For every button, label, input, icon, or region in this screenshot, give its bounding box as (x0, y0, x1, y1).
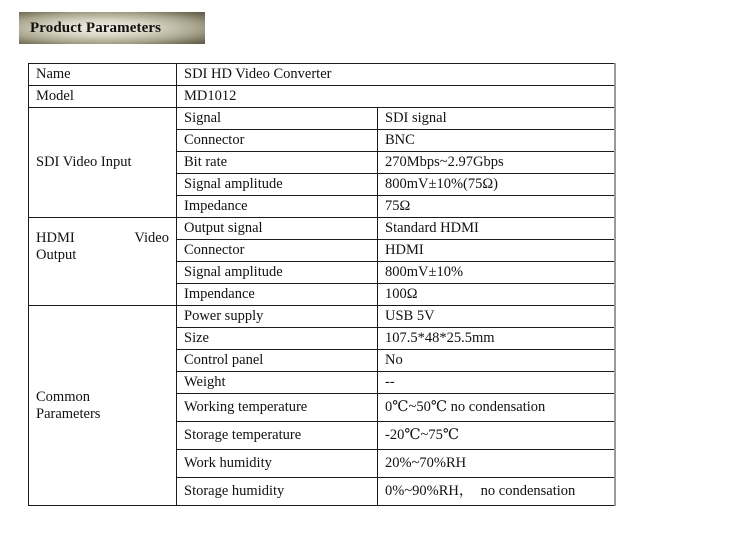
table-row (29, 108, 615, 130)
group-title-sdi-video-input: SDI Video Input (29, 108, 177, 218)
param-value: 20%~70%RH (378, 450, 615, 478)
param-name: Bit rate (177, 152, 378, 174)
param-value: USB 5V (378, 306, 615, 328)
param-value: 0℃~50℃ no condensation (378, 394, 615, 422)
param-name: Signal (177, 108, 378, 130)
param-name: Impedance (177, 196, 378, 218)
table-row-name (29, 64, 615, 86)
table-row-model (29, 86, 615, 108)
param-name: Output signal (177, 218, 378, 240)
param-value: -20℃~75℃ (378, 422, 615, 450)
param-name: Connector (177, 240, 378, 262)
param-value: -- (378, 372, 615, 394)
param-value: HDMI (378, 240, 615, 262)
param-name: Weight (177, 372, 378, 394)
param-name: Size (177, 328, 378, 350)
param-value: 800mV±10% (378, 262, 615, 284)
param-name: Signal amplitude (177, 262, 378, 284)
param-value: BNC (378, 130, 615, 152)
param-value: Standard HDMI (378, 218, 615, 240)
param-name: Power supply (177, 306, 378, 328)
row-value: SDI HD Video Converter (177, 64, 615, 86)
param-value: 270Mbps~2.97Gbps (378, 152, 615, 174)
row-label: Model (29, 86, 177, 108)
row-value: MD1012 (177, 86, 615, 108)
group-title-word: Output (36, 247, 77, 263)
param-value: 75Ω (378, 196, 615, 218)
param-value: SDI signal (378, 108, 615, 130)
table-row (29, 306, 615, 328)
param-name: Storage temperature (177, 422, 378, 450)
param-name: Control panel (177, 350, 378, 372)
param-value: 107.5*48*25.5mm (378, 328, 615, 350)
param-value: 0%~90%RH， no condensation (378, 478, 615, 506)
product-parameters-table (28, 63, 616, 506)
param-name: Impendance (177, 284, 378, 306)
table-row (29, 218, 615, 240)
row-label: Name (29, 64, 177, 86)
param-value: 100Ω (378, 284, 615, 306)
section-header-banner (19, 12, 205, 44)
param-name: Storage humidity (177, 478, 378, 506)
param-value: 800mV±10%(75Ω) (378, 174, 615, 196)
section-title: Product Parameters (30, 19, 162, 36)
group-title-word: Video (134, 230, 169, 246)
param-name: Connector (177, 130, 378, 152)
group-title-word: HDMI (36, 230, 75, 246)
param-value: No (378, 350, 615, 372)
param-name: Work humidity (177, 450, 378, 478)
group-title-word: Parameters (36, 405, 101, 422)
param-name: Signal amplitude (177, 174, 378, 196)
group-title-common-parameters (29, 306, 177, 506)
param-name: Working temperature (177, 394, 378, 422)
group-title-hdmi-video-output (29, 218, 177, 306)
group-title-word: Common (36, 388, 90, 405)
